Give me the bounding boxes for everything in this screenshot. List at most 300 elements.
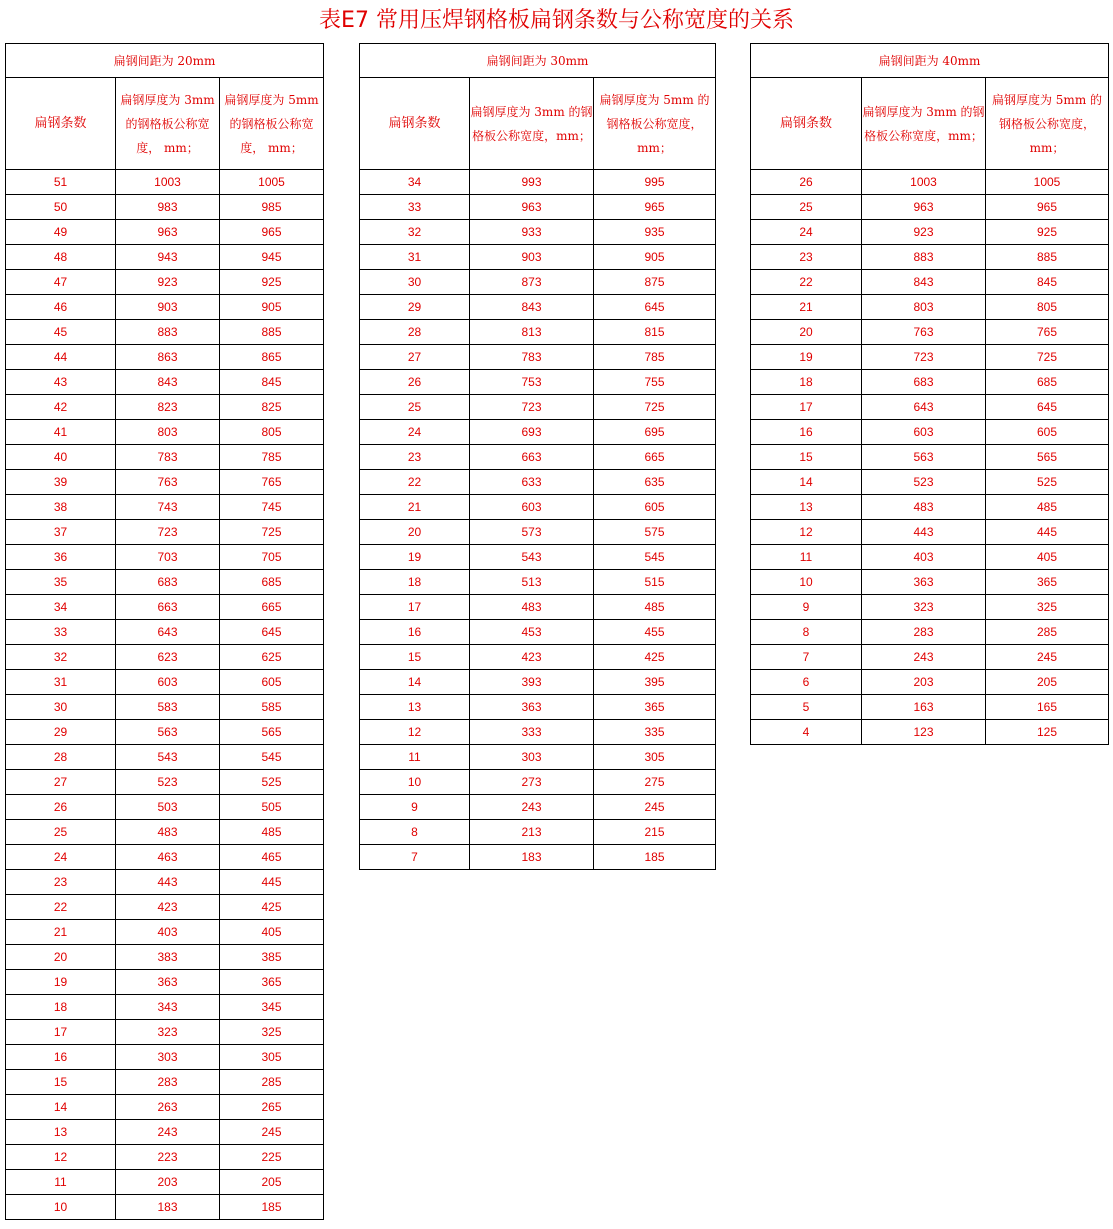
table-row <box>751 470 1109 495</box>
cell-bar-count: 29 <box>360 295 470 320</box>
table-row <box>6 895 324 920</box>
cell-bar-count: 51 <box>6 170 116 195</box>
cell-bar-count: 24 <box>751 220 862 245</box>
cell-width-5mm: 725 <box>220 520 324 545</box>
cell-bar-count: 8 <box>360 820 470 845</box>
cell-width-3mm: 163 <box>862 695 986 720</box>
cell-bar-count: 13 <box>360 695 470 720</box>
cell-bar-count: 37 <box>6 520 116 545</box>
cell-bar-count: 31 <box>6 670 116 695</box>
table-row <box>360 795 716 820</box>
cell-width-3mm: 383 <box>116 945 220 970</box>
cell-bar-count: 28 <box>6 745 116 770</box>
cell-bar-count: 10 <box>360 770 470 795</box>
cell-width-5mm: 605 <box>220 670 324 695</box>
table-row <box>6 445 324 470</box>
cell-width-5mm: 785 <box>594 345 716 370</box>
cell-width-5mm: 765 <box>220 470 324 495</box>
cell-width-5mm: 725 <box>986 345 1109 370</box>
column-header-width-5mm: 扁钢厚度为 5mm 的钢格板公称宽度， mm； <box>220 78 324 170</box>
cell-bar-count: 26 <box>360 370 470 395</box>
cell-width-3mm: 983 <box>116 195 220 220</box>
spacing-header: 扁钢间距为 20mm <box>6 44 324 78</box>
cell-width-5mm: 705 <box>220 545 324 570</box>
cell-width-5mm: 925 <box>986 220 1109 245</box>
cell-width-5mm: 425 <box>594 645 716 670</box>
table-row <box>751 695 1109 720</box>
table-row <box>6 795 324 820</box>
table-row <box>6 1070 324 1095</box>
cell-bar-count: 14 <box>751 470 862 495</box>
table-row <box>6 720 324 745</box>
page-title: 表E7 常用压焊钢格板扁钢条数与公称宽度的关系 <box>319 8 794 33</box>
cell-bar-count: 24 <box>6 845 116 870</box>
spacing-header: 扁钢间距为 40mm <box>751 44 1109 78</box>
table-row <box>6 370 324 395</box>
cell-width-5mm: 965 <box>594 195 716 220</box>
cell-width-5mm: 525 <box>986 470 1109 495</box>
cell-width-5mm: 805 <box>220 420 324 445</box>
table-row <box>6 645 324 670</box>
table-row <box>751 370 1109 395</box>
table-row <box>360 770 716 795</box>
cell-width-3mm: 723 <box>470 395 594 420</box>
cell-bar-count: 16 <box>6 1045 116 1070</box>
table-row <box>6 220 324 245</box>
table-spacing-30 <box>359 43 716 870</box>
table-row <box>6 395 324 420</box>
cell-width-3mm: 763 <box>862 320 986 345</box>
cell-width-3mm: 283 <box>116 1070 220 1095</box>
cell-bar-count: 28 <box>360 320 470 345</box>
cell-width-3mm: 223 <box>116 1145 220 1170</box>
cell-width-3mm: 883 <box>862 245 986 270</box>
table-row <box>6 1020 324 1045</box>
cell-width-3mm: 583 <box>116 695 220 720</box>
table-row <box>6 420 324 445</box>
cell-bar-count: 11 <box>360 745 470 770</box>
table-row <box>6 170 324 195</box>
table-row <box>360 170 716 195</box>
cell-width-3mm: 923 <box>116 270 220 295</box>
cell-bar-count: 43 <box>6 370 116 395</box>
cell-width-3mm: 303 <box>116 1045 220 1070</box>
cell-width-3mm: 503 <box>116 795 220 820</box>
cell-width-3mm: 963 <box>116 220 220 245</box>
table-row <box>751 270 1109 295</box>
table-row <box>360 720 716 745</box>
cell-bar-count: 13 <box>751 495 862 520</box>
table-row <box>751 720 1109 745</box>
cell-width-3mm: 543 <box>116 745 220 770</box>
table-row <box>751 520 1109 545</box>
table-row <box>751 595 1109 620</box>
cell-bar-count: 22 <box>6 895 116 920</box>
cell-width-5mm: 505 <box>220 795 324 820</box>
cell-width-5mm: 645 <box>594 295 716 320</box>
cell-width-3mm: 523 <box>116 770 220 795</box>
cell-width-3mm: 563 <box>116 720 220 745</box>
table-spacing-20 <box>5 43 324 1220</box>
column-header-width-3mm: 扁钢厚度为 3mm 的钢格板公称宽度，mm； <box>862 78 986 170</box>
table-row <box>6 345 324 370</box>
cell-bar-count: 15 <box>751 445 862 470</box>
cell-bar-count: 7 <box>360 845 470 870</box>
cell-width-3mm: 363 <box>470 695 594 720</box>
cell-width-5mm: 515 <box>594 570 716 595</box>
cell-width-3mm: 843 <box>862 270 986 295</box>
column-header-count: 扁钢条数 <box>360 78 470 170</box>
cell-width-5mm: 1005 <box>220 170 324 195</box>
table-row <box>751 220 1109 245</box>
cell-width-3mm: 903 <box>470 245 594 270</box>
cell-width-5mm: 335 <box>594 720 716 745</box>
cell-width-3mm: 483 <box>470 595 594 620</box>
cell-bar-count: 10 <box>751 570 862 595</box>
cell-width-3mm: 683 <box>116 570 220 595</box>
cell-width-5mm: 865 <box>220 345 324 370</box>
table-row <box>6 195 324 220</box>
table-row <box>751 345 1109 370</box>
table-row <box>360 345 716 370</box>
cell-width-5mm: 575 <box>594 520 716 545</box>
cell-width-5mm: 935 <box>594 220 716 245</box>
table-row <box>751 245 1109 270</box>
cell-width-3mm: 643 <box>116 620 220 645</box>
cell-width-3mm: 423 <box>116 895 220 920</box>
cell-width-5mm: 625 <box>220 645 324 670</box>
table-row <box>360 620 716 645</box>
cell-bar-count: 12 <box>360 720 470 745</box>
column-header-count: 扁钢条数 <box>751 78 862 170</box>
cell-width-5mm: 305 <box>220 1045 324 1070</box>
cell-width-3mm: 763 <box>116 470 220 495</box>
table-row <box>360 520 716 545</box>
cell-width-3mm: 933 <box>470 220 594 245</box>
table-row <box>751 395 1109 420</box>
cell-width-3mm: 803 <box>116 420 220 445</box>
cell-width-5mm: 745 <box>220 495 324 520</box>
table-row <box>360 270 716 295</box>
cell-width-3mm: 123 <box>862 720 986 745</box>
cell-width-3mm: 363 <box>116 970 220 995</box>
cell-bar-count: 27 <box>6 770 116 795</box>
cell-width-5mm: 905 <box>594 245 716 270</box>
cell-width-3mm: 963 <box>470 195 594 220</box>
cell-width-3mm: 633 <box>470 470 594 495</box>
cell-width-5mm: 445 <box>220 870 324 895</box>
table-row <box>360 420 716 445</box>
cell-width-3mm: 743 <box>116 495 220 520</box>
cell-bar-count: 11 <box>6 1170 116 1195</box>
cell-width-5mm: 365 <box>594 695 716 720</box>
cell-bar-count: 15 <box>6 1070 116 1095</box>
cell-width-3mm: 203 <box>116 1170 220 1195</box>
cell-width-3mm: 683 <box>862 370 986 395</box>
cell-bar-count: 7 <box>751 645 862 670</box>
cell-width-5mm: 395 <box>594 670 716 695</box>
table-row <box>751 670 1109 695</box>
cell-bar-count: 32 <box>360 220 470 245</box>
cell-width-5mm: 325 <box>220 1020 324 1045</box>
cell-width-5mm: 125 <box>986 720 1109 745</box>
table-row <box>360 470 716 495</box>
cell-width-5mm: 685 <box>220 570 324 595</box>
table-row <box>360 595 716 620</box>
table-row <box>360 820 716 845</box>
table-row <box>751 195 1109 220</box>
cell-width-5mm: 405 <box>220 920 324 945</box>
cell-width-5mm: 365 <box>986 570 1109 595</box>
table-row <box>6 595 324 620</box>
table-row <box>360 745 716 770</box>
cell-width-3mm: 603 <box>116 670 220 695</box>
cell-bar-count: 25 <box>751 195 862 220</box>
cell-width-3mm: 843 <box>470 295 594 320</box>
cell-width-3mm: 943 <box>116 245 220 270</box>
cell-width-3mm: 823 <box>116 395 220 420</box>
table-row <box>360 370 716 395</box>
cell-width-5mm: 1005 <box>986 170 1109 195</box>
cell-bar-count: 30 <box>6 695 116 720</box>
table-row <box>6 470 324 495</box>
table-row <box>751 495 1109 520</box>
cell-width-3mm: 603 <box>470 495 594 520</box>
cell-width-3mm: 523 <box>862 470 986 495</box>
cell-width-3mm: 873 <box>470 270 594 295</box>
cell-width-5mm: 665 <box>594 445 716 470</box>
cell-width-5mm: 725 <box>594 395 716 420</box>
column-header-width-3mm: 扁钢厚度为 3mm 的钢格板公称宽度，mm； <box>470 78 594 170</box>
cell-bar-count: 27 <box>360 345 470 370</box>
cell-width-5mm: 265 <box>220 1095 324 1120</box>
cell-bar-count: 23 <box>751 245 862 270</box>
cell-width-5mm: 875 <box>594 270 716 295</box>
table-row <box>360 320 716 345</box>
table-row <box>360 845 716 870</box>
cell-width-3mm: 403 <box>116 920 220 945</box>
cell-bar-count: 33 <box>6 620 116 645</box>
cell-bar-count: 8 <box>751 620 862 645</box>
cell-width-3mm: 273 <box>470 770 594 795</box>
table-row <box>6 1095 324 1120</box>
cell-bar-count: 34 <box>360 170 470 195</box>
table-row <box>6 1170 324 1195</box>
cell-width-5mm: 165 <box>986 695 1109 720</box>
cell-bar-count: 20 <box>751 320 862 345</box>
cell-bar-count: 25 <box>6 820 116 845</box>
cell-bar-count: 34 <box>6 595 116 620</box>
table-row <box>751 620 1109 645</box>
cell-width-3mm: 923 <box>862 220 986 245</box>
cell-width-3mm: 393 <box>470 670 594 695</box>
cell-width-5mm: 995 <box>594 170 716 195</box>
cell-bar-count: 26 <box>6 795 116 820</box>
cell-width-3mm: 303 <box>470 745 594 770</box>
table-row <box>6 1045 324 1070</box>
cell-width-3mm: 453 <box>470 620 594 645</box>
cell-width-3mm: 693 <box>470 420 594 445</box>
table-row <box>360 495 716 520</box>
cell-width-3mm: 263 <box>116 1095 220 1120</box>
table-row <box>751 420 1109 445</box>
cell-bar-count: 35 <box>6 570 116 595</box>
cell-bar-count: 23 <box>360 445 470 470</box>
cell-bar-count: 16 <box>751 420 862 445</box>
table-row <box>6 970 324 995</box>
cell-width-3mm: 643 <box>862 395 986 420</box>
cell-bar-count: 31 <box>360 245 470 270</box>
cell-width-5mm: 275 <box>594 770 716 795</box>
cell-width-3mm: 783 <box>116 445 220 470</box>
cell-width-3mm: 843 <box>116 370 220 395</box>
table-row <box>360 545 716 570</box>
cell-bar-count: 26 <box>751 170 862 195</box>
table-row <box>6 570 324 595</box>
table-spacing-40 <box>750 43 1109 745</box>
cell-bar-count: 9 <box>751 595 862 620</box>
cell-bar-count: 18 <box>751 370 862 395</box>
cell-bar-count: 18 <box>360 570 470 595</box>
cell-bar-count: 20 <box>360 520 470 545</box>
cell-bar-count: 19 <box>751 345 862 370</box>
table-row <box>6 1195 324 1220</box>
table-row <box>360 245 716 270</box>
cell-width-3mm: 423 <box>470 645 594 670</box>
cell-bar-count: 12 <box>751 520 862 545</box>
cell-width-3mm: 513 <box>470 570 594 595</box>
table-row <box>6 745 324 770</box>
cell-bar-count: 50 <box>6 195 116 220</box>
cell-width-5mm: 805 <box>986 295 1109 320</box>
cell-width-3mm: 863 <box>116 345 220 370</box>
cell-width-5mm: 965 <box>220 220 324 245</box>
cell-bar-count: 33 <box>360 195 470 220</box>
cell-bar-count: 20 <box>6 945 116 970</box>
column-header-width-5mm: 扁钢厚度为 5mm 的钢格板公称宽度，mm； <box>986 78 1109 170</box>
table-row <box>6 670 324 695</box>
cell-width-3mm: 563 <box>862 445 986 470</box>
cell-width-5mm: 485 <box>220 820 324 845</box>
table-row <box>751 170 1109 195</box>
cell-width-5mm: 965 <box>986 195 1109 220</box>
table-row <box>360 570 716 595</box>
cell-width-3mm: 723 <box>116 520 220 545</box>
cell-bar-count: 14 <box>6 1095 116 1120</box>
table-row <box>6 495 324 520</box>
cell-width-5mm: 325 <box>986 595 1109 620</box>
cell-width-5mm: 285 <box>986 620 1109 645</box>
cell-width-5mm: 985 <box>220 195 324 220</box>
table-row <box>6 870 324 895</box>
cell-width-5mm: 305 <box>594 745 716 770</box>
cell-width-5mm: 445 <box>986 520 1109 545</box>
cell-width-5mm: 845 <box>220 370 324 395</box>
cell-width-3mm: 803 <box>862 295 986 320</box>
cell-width-5mm: 245 <box>220 1120 324 1145</box>
table-row <box>6 270 324 295</box>
cell-width-5mm: 455 <box>594 620 716 645</box>
cell-bar-count: 4 <box>751 720 862 745</box>
cell-bar-count: 32 <box>6 645 116 670</box>
table-row <box>6 695 324 720</box>
cell-width-5mm: 465 <box>220 845 324 870</box>
table-row <box>360 295 716 320</box>
cell-bar-count: 40 <box>6 445 116 470</box>
cell-width-5mm: 205 <box>986 670 1109 695</box>
cell-width-5mm: 545 <box>220 745 324 770</box>
cell-bar-count: 17 <box>360 595 470 620</box>
cell-bar-count: 30 <box>360 270 470 295</box>
cell-width-3mm: 483 <box>862 495 986 520</box>
cell-width-3mm: 483 <box>116 820 220 845</box>
cell-width-3mm: 723 <box>862 345 986 370</box>
cell-width-3mm: 1003 <box>116 170 220 195</box>
cell-width-5mm: 365 <box>220 970 324 995</box>
cell-width-5mm: 205 <box>220 1170 324 1195</box>
cell-width-3mm: 903 <box>116 295 220 320</box>
cell-bar-count: 18 <box>6 995 116 1020</box>
cell-width-5mm: 525 <box>220 770 324 795</box>
table-row <box>6 545 324 570</box>
cell-width-5mm: 825 <box>220 395 324 420</box>
cell-bar-count: 14 <box>360 670 470 695</box>
cell-width-3mm: 213 <box>470 820 594 845</box>
cell-width-5mm: 285 <box>220 1070 324 1095</box>
cell-width-5mm: 565 <box>986 445 1109 470</box>
cell-width-3mm: 783 <box>470 345 594 370</box>
cell-width-3mm: 243 <box>116 1120 220 1145</box>
cell-width-5mm: 185 <box>220 1195 324 1220</box>
table-row <box>6 770 324 795</box>
table-row <box>751 320 1109 345</box>
cell-width-5mm: 215 <box>594 820 716 845</box>
cell-bar-count: 25 <box>360 395 470 420</box>
cell-bar-count: 5 <box>751 695 862 720</box>
column-header-width-5mm: 扁钢厚度为 5mm 的钢格板公称宽度，mm； <box>594 78 716 170</box>
cell-width-3mm: 963 <box>862 195 986 220</box>
cell-bar-count: 17 <box>6 1020 116 1045</box>
table-row <box>360 220 716 245</box>
cell-width-5mm: 565 <box>220 720 324 745</box>
cell-width-3mm: 883 <box>116 320 220 345</box>
cell-width-3mm: 753 <box>470 370 594 395</box>
cell-bar-count: 24 <box>360 420 470 445</box>
cell-bar-count: 19 <box>6 970 116 995</box>
cell-width-3mm: 403 <box>862 545 986 570</box>
cell-width-3mm: 603 <box>862 420 986 445</box>
cell-width-5mm: 665 <box>220 595 324 620</box>
cell-bar-count: 23 <box>6 870 116 895</box>
table-row <box>6 820 324 845</box>
cell-width-3mm: 813 <box>470 320 594 345</box>
cell-width-5mm: 245 <box>986 645 1109 670</box>
table-row <box>6 945 324 970</box>
cell-bar-count: 39 <box>6 470 116 495</box>
cell-width-3mm: 663 <box>470 445 594 470</box>
cell-width-3mm: 363 <box>862 570 986 595</box>
cell-width-5mm: 425 <box>220 895 324 920</box>
column-header-width-3mm: 扁钢厚度为 3mm 的钢格板公称宽度， mm； <box>116 78 220 170</box>
cell-bar-count: 9 <box>360 795 470 820</box>
cell-width-3mm: 543 <box>470 545 594 570</box>
table-row <box>360 195 716 220</box>
cell-bar-count: 48 <box>6 245 116 270</box>
cell-width-3mm: 243 <box>862 645 986 670</box>
cell-width-3mm: 663 <box>116 595 220 620</box>
table-row <box>6 245 324 270</box>
table-row <box>6 845 324 870</box>
